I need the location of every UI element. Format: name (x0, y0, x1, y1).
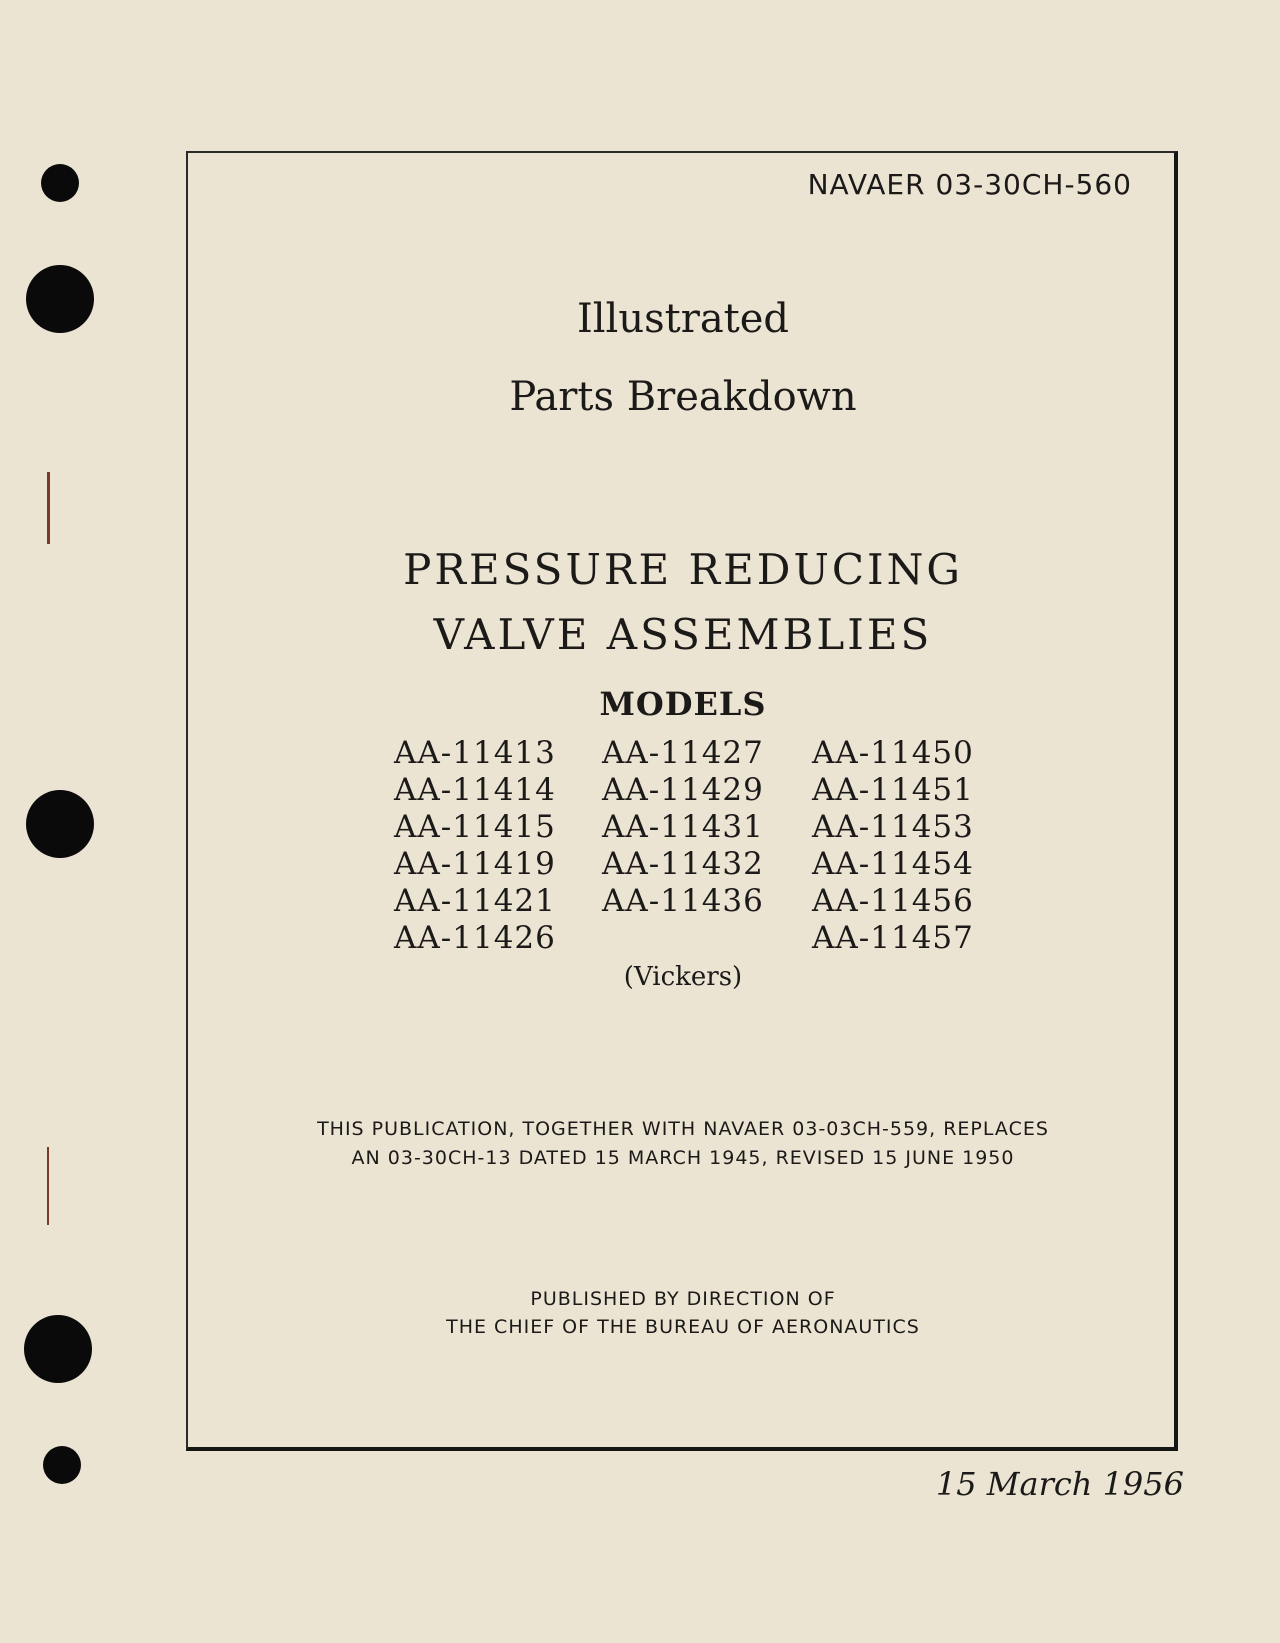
model-number: AA-11426 (394, 920, 556, 956)
model-number: AA-11414 (394, 772, 556, 808)
published-by-line-1: PUBLISHED BY DIRECTION OF (530, 1288, 836, 1310)
model-number: AA-11457 (812, 920, 974, 956)
model-number: AA-11453 (812, 809, 974, 845)
model-number: AA-11419 (394, 846, 556, 882)
binder-hole-5 (43, 1446, 81, 1484)
replaces-notice-line-2: AN 03-30CH-13 DATED 15 MARCH 1945, REVISED 15 JUNE 1950 (351, 1147, 1015, 1169)
models-column-1 (394, 735, 556, 957)
model-number: AA-11432 (602, 846, 764, 882)
model-number: AA-11421 (394, 883, 556, 919)
model-number: AA-11436 (602, 883, 764, 919)
model-number: AA-11450 (812, 735, 974, 771)
published-by-line-2: THE CHIEF OF THE BUREAU OF AERONAUTICS (446, 1316, 920, 1338)
model-number: AA-11415 (394, 809, 556, 845)
title-line-2: Parts Breakdown (509, 374, 857, 420)
manufacturer: (Vickers) (623, 962, 743, 992)
model-number: AA-11456 (812, 883, 974, 919)
model-number: AA-11451 (812, 772, 974, 808)
models-column-3 (812, 735, 974, 957)
title-line-1: Illustrated (576, 296, 790, 342)
models-heading: MODELS (599, 685, 767, 723)
replaces-notice-line-1: THIS PUBLICATION, TOGETHER WITH NAVAER 03-03CH-559, REPLACES (317, 1118, 1049, 1140)
models-column-2 (602, 735, 764, 920)
publication-date: 15 March 1956 (935, 1465, 1184, 1503)
model-number: AA-11429 (602, 772, 764, 808)
model-number: AA-11427 (602, 735, 764, 771)
binder-hole-3 (26, 790, 94, 858)
model-number: AA-11431 (602, 809, 764, 845)
subject-line-2: VALVE ASSEMBLIES (433, 610, 933, 659)
model-number: AA-11413 (394, 735, 556, 771)
binder-hole-1 (41, 164, 79, 202)
model-number: AA-11454 (812, 846, 974, 882)
margin-speck (47, 472, 50, 544)
document-number: NAVAER 03-30CH-560 (807, 168, 1132, 201)
subject-line-1: PRESSURE REDUCING (403, 545, 963, 594)
